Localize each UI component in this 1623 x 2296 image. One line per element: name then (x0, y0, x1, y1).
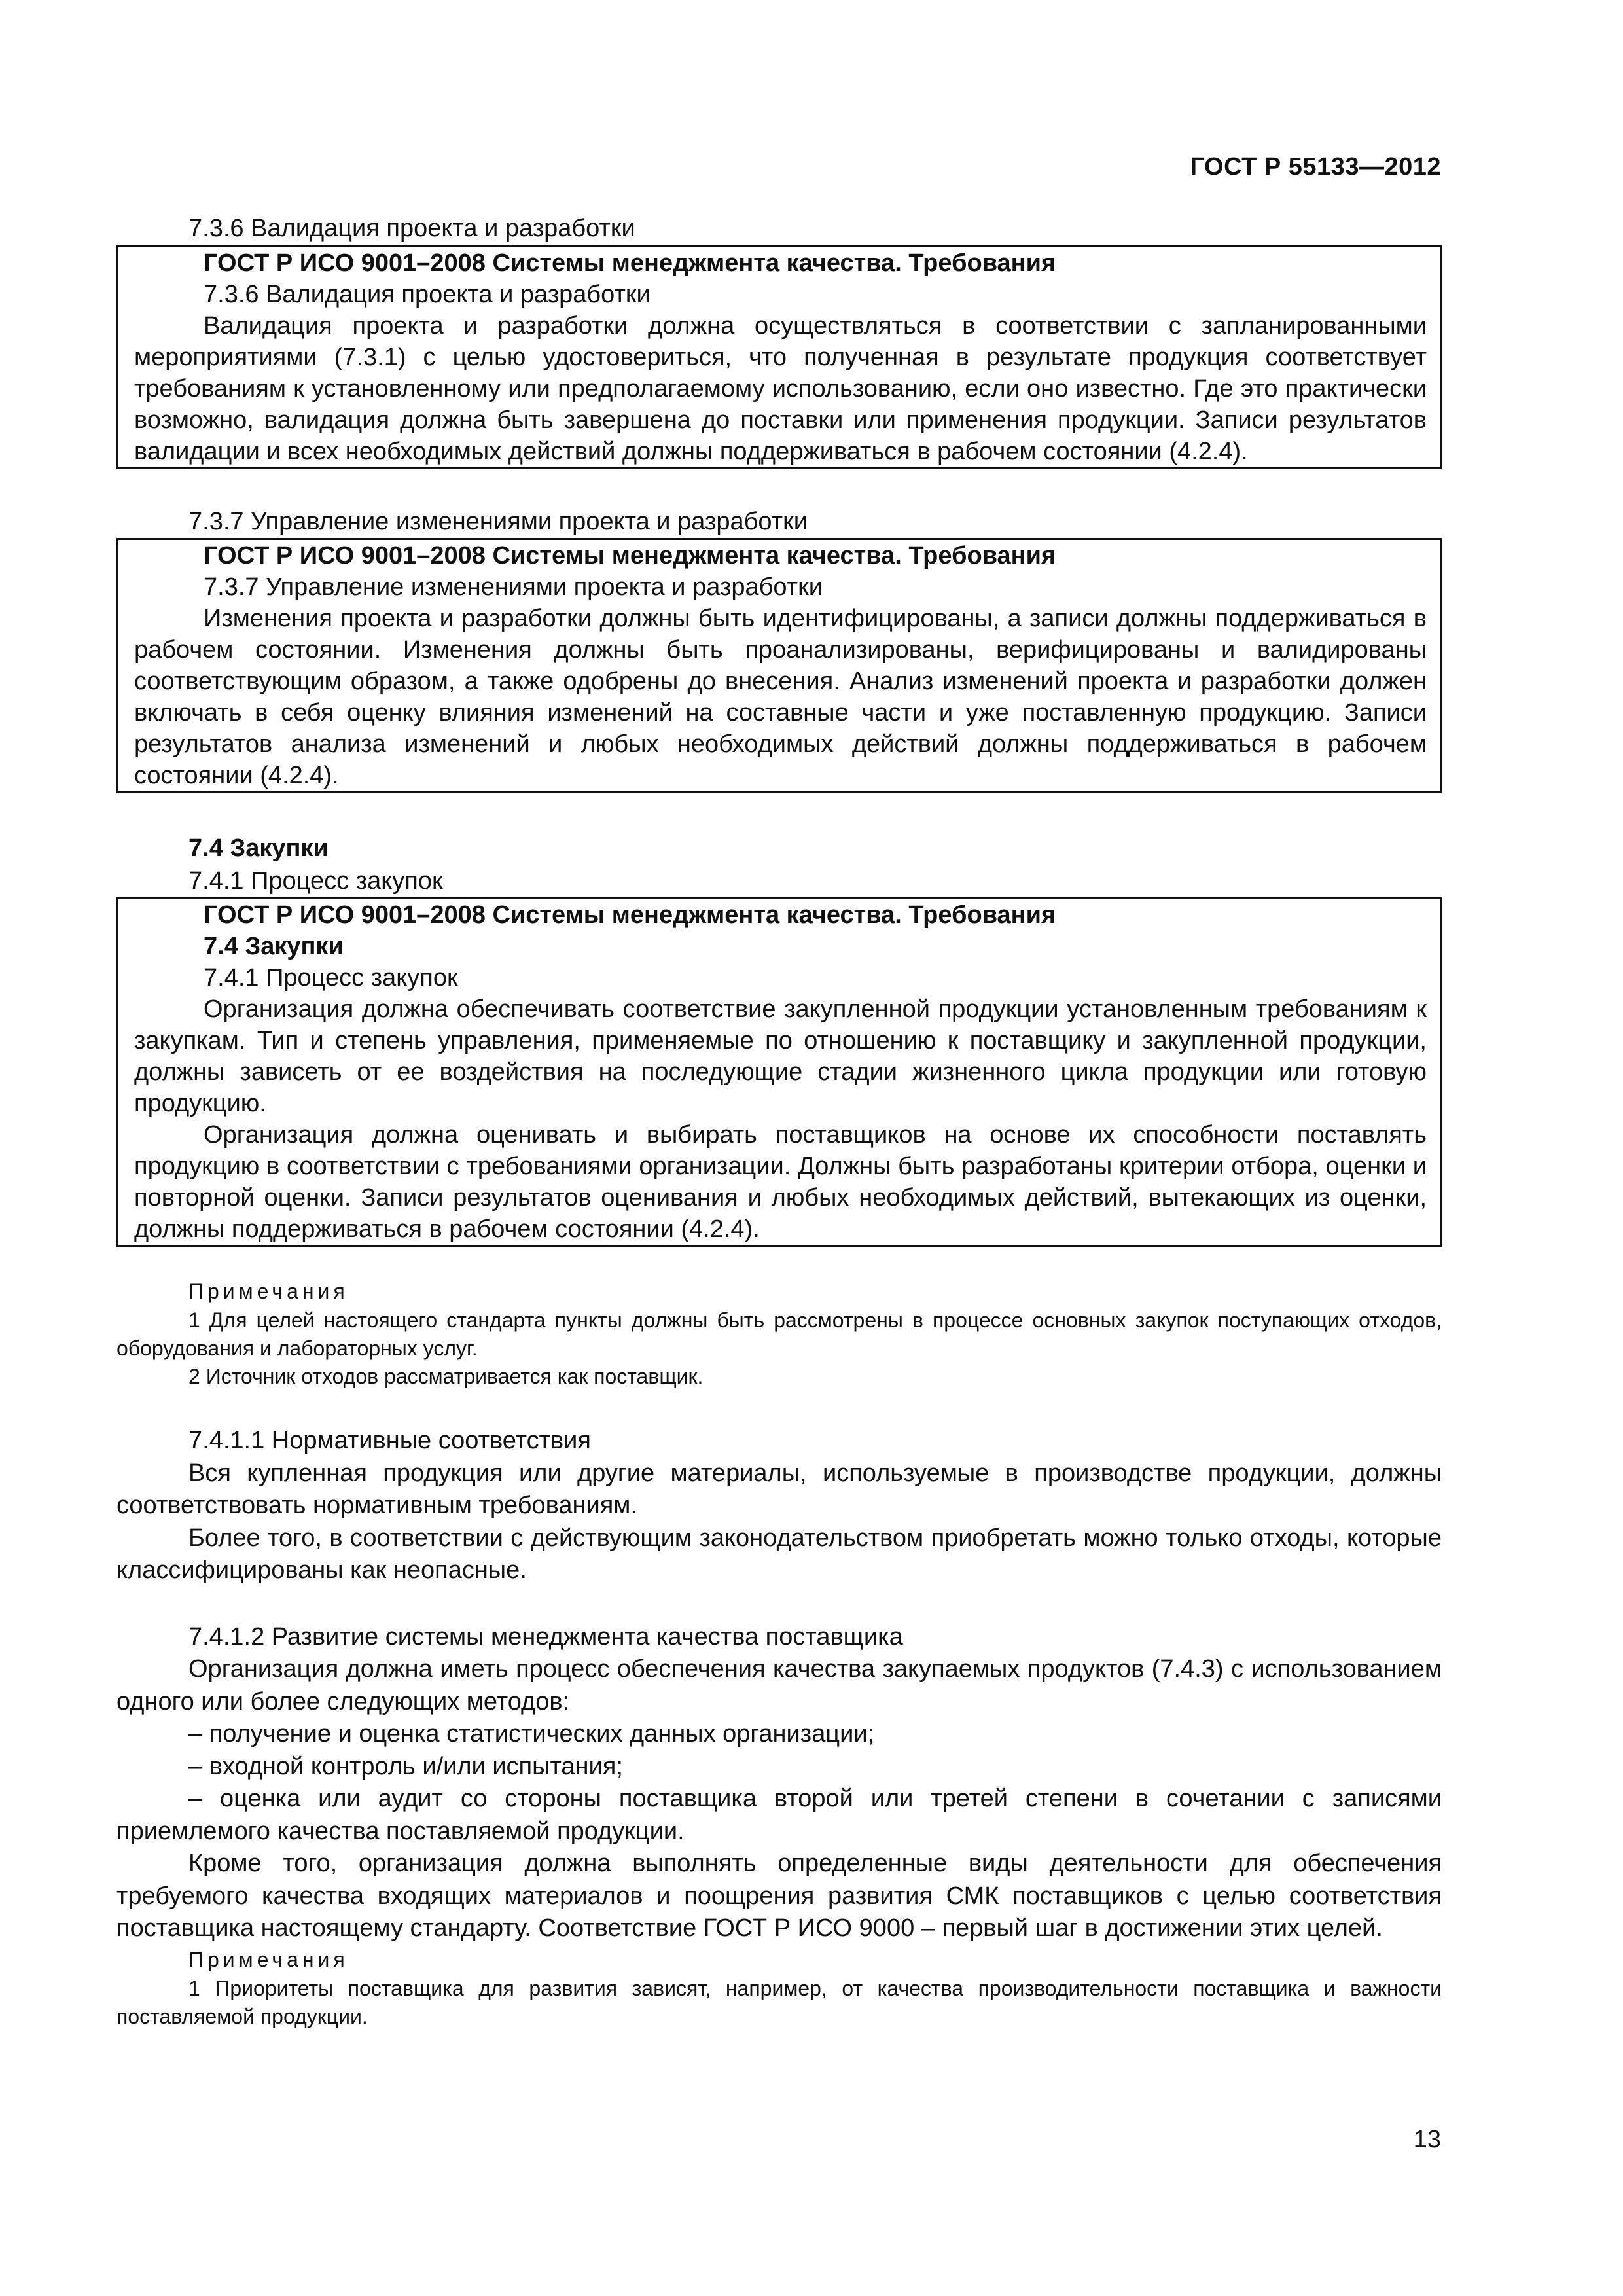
section-heading-7-4-1-1: 7.4.1.1 Нормативные соответствия (188, 1427, 591, 1454)
standard-id-header: ГОСТ Р 55133—2012 (1190, 153, 1441, 181)
quote-box-paragraph: Изменения проекта и разработки должны быть идентифицированы, а записи должны поддерживаться в рабочем состоянии. Изменения должны быть проанализированы, верифицированы и валидированы соответствующим образом, а также одобрены до внесения. Анализ изменений проекта и разработки должен включать в себя оценку влияния изменений на составные части и уже поставленную продукцию. Записи результатов анализа изменений и любых необходимых действий должны поддерживаться в рабочем состоянии (4.2.4). (134, 605, 1427, 789)
notes-label: Примечания (188, 1280, 349, 1303)
paragraph: Кроме того, организация должна выполнять определенные виды деятельности для обеспечения требуемого качества входящих материалов и поощрения развития СМК поставщиков с целью соответствия поставщика настоящему стандарту. Соответствие ГОСТ Р ИСО 9000 – первый шаг в достижении этих целей. (116, 1850, 1442, 1942)
quote-box-paragraph: Организация должна оценивать и выбирать поставщиков на основе их способности поставлять продукцию в соответствии с требованиями организации. Должны быть разработаны критерии отбора, оценки и повторной оценки. Записи результатов оценивания и любых необходимых действий, вытекающих из оценки, должны поддерживаться в рабочем состоянии (4.2.4). (134, 1121, 1427, 1243)
section-heading-7-3-7: 7.3.7 Управление изменениями проекта и разработки (188, 507, 808, 535)
quote-box-title: ГОСТ Р ИСО 9001–2008 Системы менеджмента качества. Требования (204, 901, 1056, 929)
quote-box-7-3-6 (116, 245, 1442, 469)
paragraph: Организация должна иметь процесс обеспечения качества закупаемых продуктов (7.4.3) с использованием одного или более следующих методов: (116, 1655, 1442, 1715)
list-item: – оценка или аудит со стороны поставщика второй или третей степени в сочетании с записями приемлемого качества поставляемой продукции. (116, 1785, 1442, 1845)
list-item: – входной контроль и/или испытания; (188, 1752, 623, 1780)
quote-box-subheading: 7.3.7 Управление изменениями проекта и разработки (204, 573, 823, 601)
quote-box-7-4-1 (116, 897, 1442, 1247)
section-heading-7-4-1: 7.4.1 Процесс закупок (188, 867, 443, 895)
section-heading-7-3-6: 7.3.6 Валидация проекта и разработки (188, 215, 635, 242)
note-item: 1 Приоритеты поставщика для развития зависят, например, от качества производительности поставщика и важности поставляемой продукции. (116, 1976, 1442, 2028)
quote-box-heading: 7.4 Закупки (204, 933, 344, 960)
quote-box-paragraph: Валидация проекта и разработки должна осуществляться в соответствии с запланированными мероприятиями (7.3.1) с целью удостовериться, что полученная в результате продукция соответствует требованиям к установленному или предполагаемому использованию, если оно известно. Где это практически возможно, валидация должна быть завершена до поставки или применения продукции. Записи результатов валидации и всех необходимых действий должны поддерживаться в рабочем состоянии (4.2.4). (134, 312, 1427, 465)
page-content (116, 213, 1442, 2031)
quote-box-subheading: 7.4.1 Процесс закупок (204, 964, 458, 992)
list-item: – получение и оценка статистических данных организации; (188, 1720, 875, 1748)
quote-box-paragraph: Организация должна обеспечивать соответствие закупленной продукции установленным требованиям к закупкам. Тип и степень управления, применяемые по отношению к поставщику и закупленной продукции, должны зависеть от ее воздействия на последующие стадии жизненного цикла продукции или готовую продукцию. (134, 996, 1427, 1117)
note-item: 1 Для целей настоящего стандарта пункты должны быть рассмотрены в процессе основных закупок поступающих отходов, оборудования и лабораторных услуг. (116, 1308, 1442, 1360)
paragraph: Более того, в соответствии с действующим законодательством приобретать можно только отходы, которые классифицированы как неопасные. (116, 1524, 1442, 1584)
notes-label: Примечания (188, 1947, 349, 1971)
section-heading-7-4-1-2: 7.4.1.2 Развитие системы менеджмента качества поставщика (188, 1623, 903, 1651)
quote-box-title: ГОСТ Р ИСО 9001–2008 Системы менеджмента качества. Требования (204, 249, 1056, 277)
quote-box-title: ГОСТ Р ИСО 9001–2008 Системы менеджмента качества. Требования (204, 542, 1056, 569)
quote-box-7-3-7 (116, 538, 1442, 793)
paragraph: Вся купленная продукция или другие материалы, используемые в производстве продукции, должны соответствовать нормативным требованиям. (116, 1459, 1442, 1519)
page-number: 13 (1413, 2126, 1441, 2153)
section-heading-7-4: 7.4 Закупки (188, 834, 329, 862)
quote-box-subheading: 7.3.6 Валидация проекта и разработки (204, 280, 651, 308)
note-item: 2 Источник отходов рассматривается как поставщик. (188, 1365, 704, 1388)
